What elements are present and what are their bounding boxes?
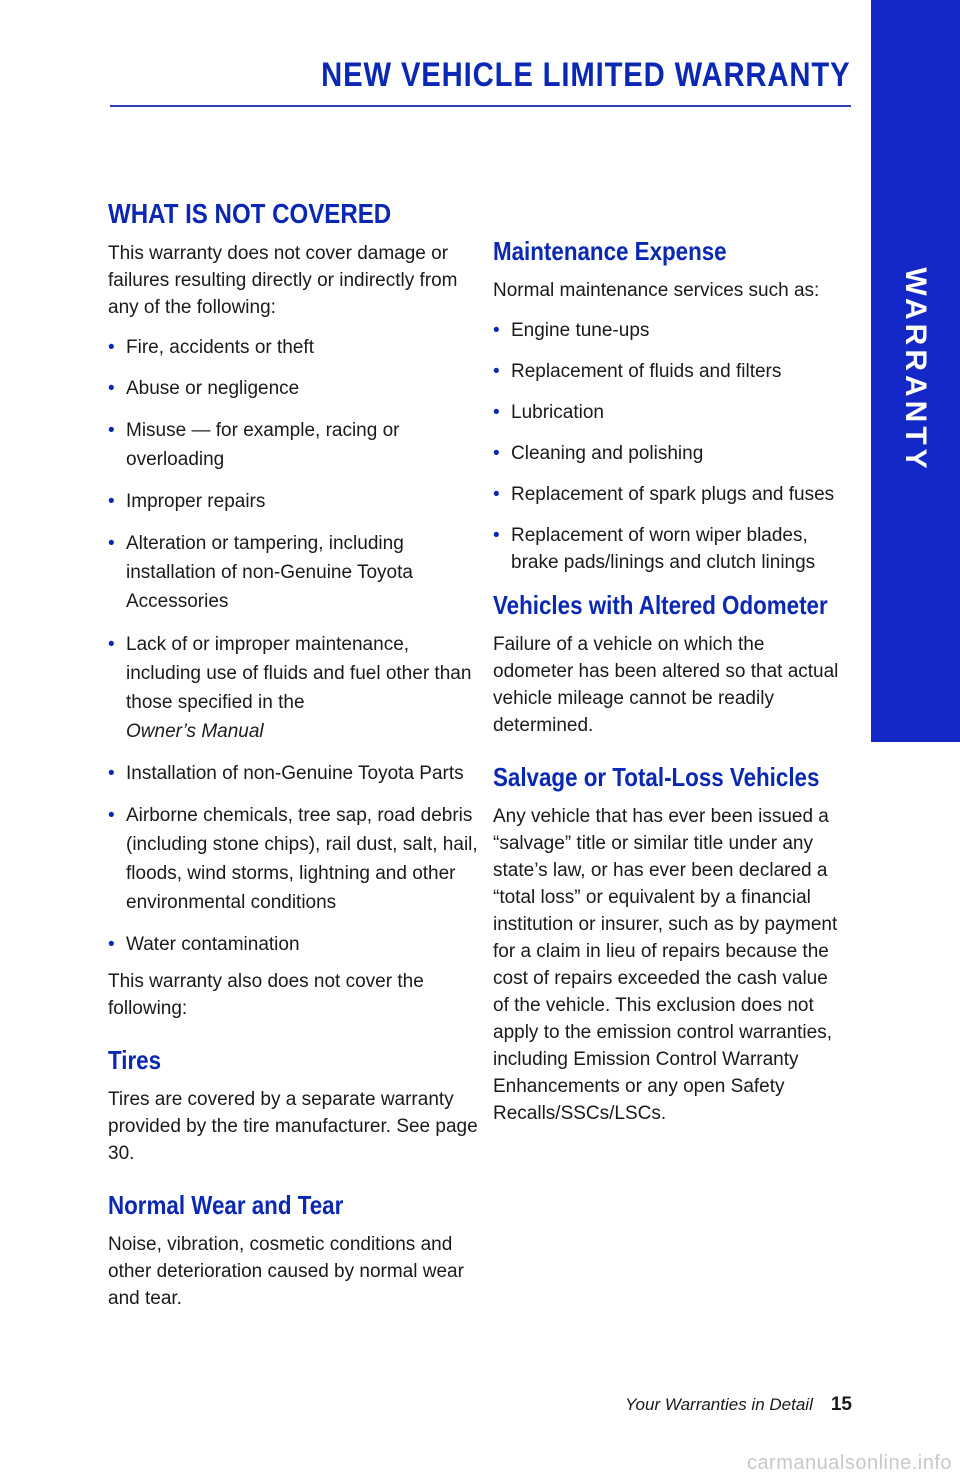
section-heading-not-covered: WHAT IS NOT COVERED [108,198,392,229]
list-item: • Engine tune-ups [493,317,843,344]
title-divider [110,105,851,107]
maintenance-list [493,317,843,576]
bullet-icon: • [108,378,115,399]
bullet-icon: • [108,533,115,554]
side-tab-label: WARRANTY [899,267,932,473]
page-title: NEW VEHICLE LIMITED WARRANTY [320,56,850,94]
bullet-icon: • [493,402,500,423]
page-number: 15 [830,1394,852,1415]
heading-tires: Tires [108,1045,162,1075]
bullet-icon: • [108,934,115,955]
bullet-icon: • [108,805,115,826]
altered-odometer-text: Failure of a vehicle on which the odometer has been altered so that actual vehicle mileage cannot be readily determined. [493,634,839,736]
heading-altered-odometer: Vehicles with Altered Odometer [493,590,828,620]
watermark: carmanualsonline.info [746,1452,952,1474]
bullet-icon: • [108,491,115,512]
list-item: • Misuse — for example, racing or overloading [108,416,478,474]
list-item: • Airborne chemicals, tree sap, road debris (including stone chips), rail dust, salt, hail, floods, wind storms, lightning and other environmental conditions [108,801,478,917]
bullet-icon: • [493,320,500,341]
list-item: • Lack of or improper maintenance, including use of fluids and fuel other than those specified in the Owner’s Manual [108,630,478,746]
list-item: • Cleaning and polishing [493,440,843,467]
heading-maintenance: Maintenance Expense [493,236,727,266]
bullet-icon: • [493,361,500,382]
right-column [493,236,843,1140]
heading-salvage: Salvage or Total-Loss Vehicles [493,762,820,792]
list-item: • Lubrication [493,399,843,426]
maintenance-intro: Normal maintenance services such as: [493,280,820,301]
normal-wear-text: Noise, vibration, cosmetic conditions and other deterioration caused by normal wear and tear. [108,1234,464,1309]
list-item: • Replacement of fluids and filters [493,358,843,385]
page-footer [625,1394,852,1416]
left-column [108,198,478,1325]
manual-title: Owner’s Manual [126,721,264,742]
list-item: • Alteration or tampering, including installation of non-Genuine Toyota Accessories [108,529,478,616]
bullet-icon: • [108,763,115,784]
list-item: • Abuse or negligence [108,375,478,402]
exclusions-list [108,334,478,958]
list-item: • Installation of non-Genuine Toyota Parts [108,760,478,787]
list-item: • Fire, accidents or theft [108,334,478,361]
bullet-icon: • [108,634,115,655]
list-item: • Water contamination [108,931,478,958]
list-item: • Replacement of spark plugs and fuses [493,481,843,508]
bullet-icon: • [108,337,115,358]
also-not-cover-text: This warranty also does not cover the following: [108,971,424,1019]
bullet-icon: • [493,525,500,546]
bullet-icon: • [493,443,500,464]
bullet-icon: • [493,484,500,505]
side-tab [871,0,960,742]
footer-text: Your Warranties in Detail [625,1395,813,1414]
salvage-text: Any vehicle that has ever been issued a “salvage” title or similar title under any state’s law, or has ever been declared a “total loss” or equivalent by a financial institution or insurer, such as by payment for a claim in lieu of repairs because the cost of repairs exceeded the cash value of the vehicle. This exclusion does not apply to the emission control warranties, including Emission Control Warranty Enhancements or any open Safety Recalls/SSCs/LSCs. [493,806,838,1124]
heading-normal-wear: Normal Wear and Tear [108,1190,344,1220]
tires-text: Tires are covered by a separate warranty provided by the tire manufacturer. See page 30. [108,1089,478,1164]
list-item: • Replacement of worn wiper blades, brake pads/linings and clutch linings [493,522,843,576]
list-item: • Improper repairs [108,488,478,515]
bullet-icon: • [108,420,115,441]
intro-text: This warranty does not cover damage or failures resulting directly or indirectly from any of the following: [108,243,458,318]
